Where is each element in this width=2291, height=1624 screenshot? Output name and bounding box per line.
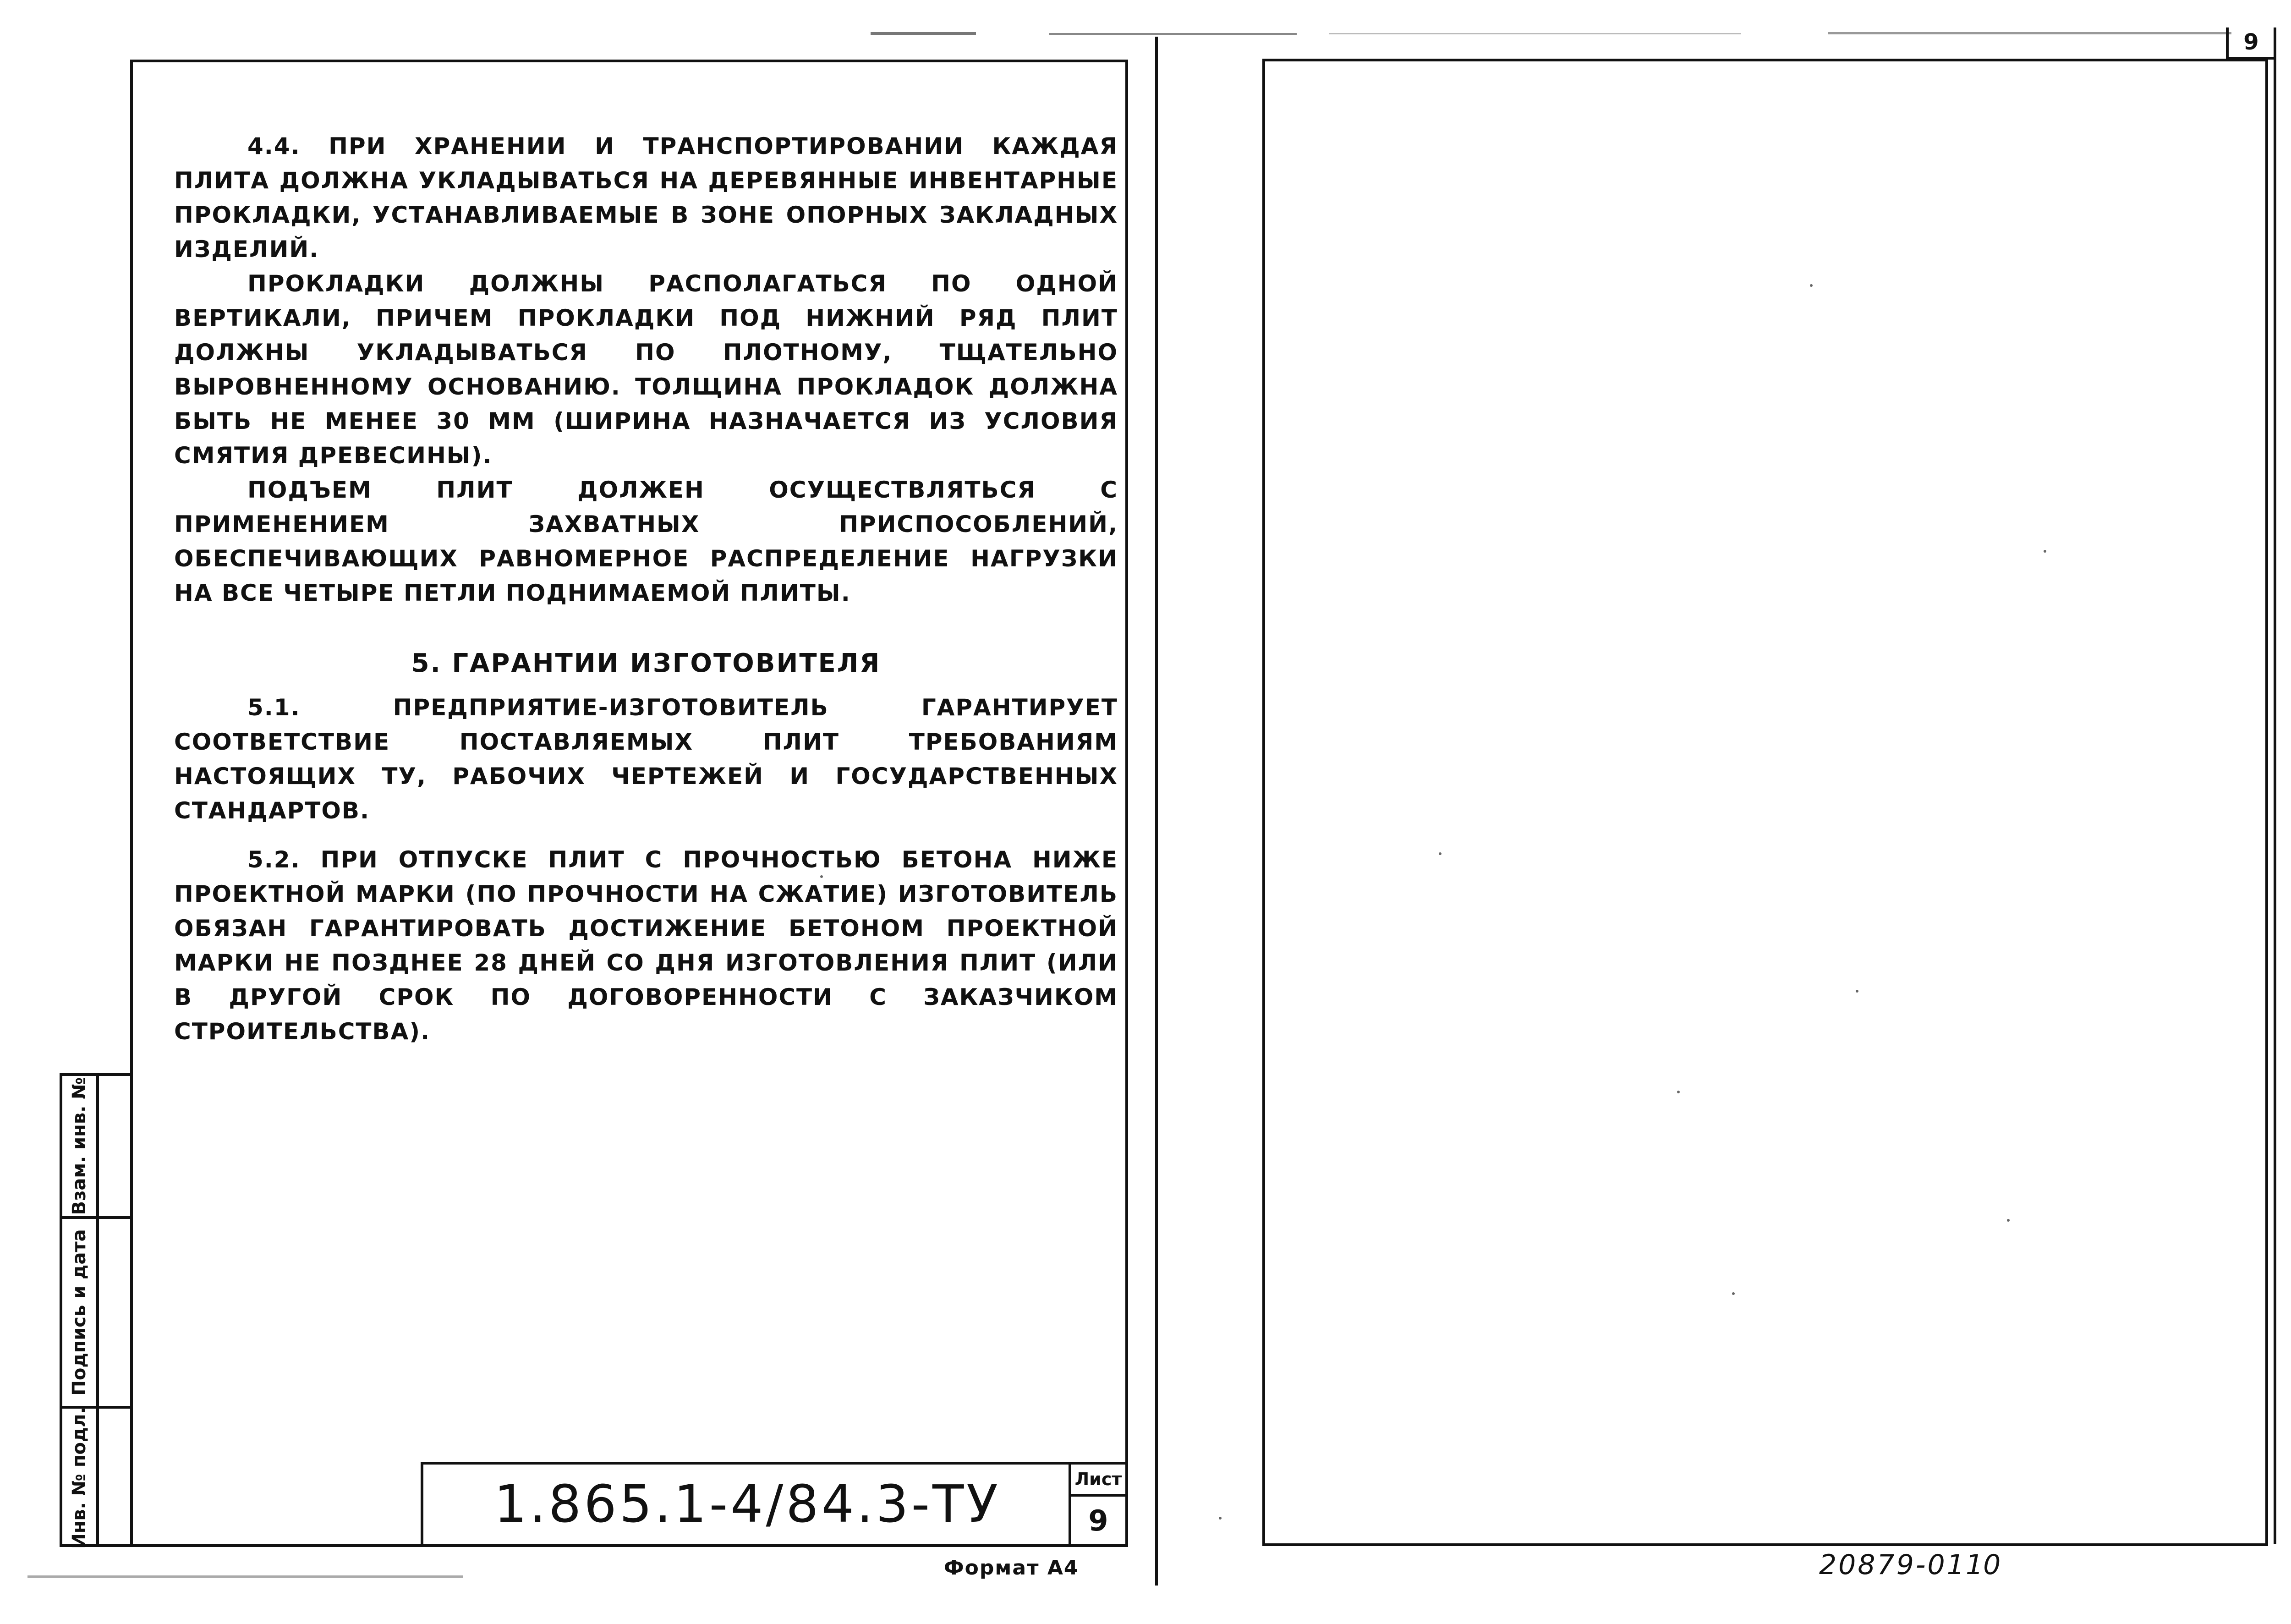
scan-top-edge-mark bbox=[1049, 33, 1297, 35]
side-stamp-cell-inv bbox=[62, 1409, 96, 1547]
scan-speck bbox=[1810, 284, 1813, 287]
scan-speck bbox=[1856, 990, 1858, 993]
scan-speck bbox=[820, 875, 823, 878]
scan-speck bbox=[1732, 1292, 1735, 1295]
right-page-frame bbox=[1262, 59, 2268, 1546]
scan-top-edge-mark bbox=[871, 32, 976, 35]
scan-speck bbox=[2007, 1219, 2010, 1222]
right-page-outer-edge bbox=[2274, 27, 2276, 1544]
paragraph-lifting: ПОДЪЕМ ПЛИТ ДОЛЖЕН ОСУЩЕСТВЛЯТЬСЯ С ПРИМЕНЕНИЕМ ЗАХВАТНЫХ ПРИСПОСОБЛЕНИЙ, ОБЕСПЕЧИВАЮЩИХ РАВНОМЕРНОЕ РАСПРЕДЕЛЕНИЕ НАГРУЗКИ НА ВСЕ ЧЕТЫРЕ ПЕТЛИ ПОДНИМАЕМОЙ ПЛИТЫ. bbox=[174, 477, 1118, 606]
top-sheet-number: 9 bbox=[2243, 29, 2259, 55]
side-stamp bbox=[60, 1073, 133, 1547]
podpis-data-label: Подпись и дата bbox=[69, 1229, 90, 1396]
paragraph-5-2: 5.2. ПРИ ОТПУСКЕ ПЛИТ С ПРОЧНОСТЬЮ БЕТОНА НИЖЕ ПРОЕКТНОЙ МАРКИ (ПО ПРОЧНОСТИ НА СЖАТИЕ) ИЗГОТОВИТЕЛЬ ОБЯЗАН ГАРАНТИРОВАТЬ ДОСТИЖЕНИЕ БЕТОНОМ ПРОЕКТНОЙ МАРКИ НЕ ПОЗДНЕЕ 28 ДНЕЙ СО ДНЯ ИЗГОТОВЛЕНИЯ ПЛИТ (ИЛИ В ДРУГОЙ СРОК ПО ДОГОВОРЕННОСТИ С ЗАКАЗЧИКОМ СТРОИТЕЛЬСТВА). bbox=[174, 846, 1118, 1045]
scan-top-edge-mark bbox=[1828, 32, 2231, 34]
paragraph-spacers: ПРОКЛАДКИ ДОЛЖНЫ РАСПОЛАГАТЬСЯ ПО ОДНОЙ ВЕРТИКАЛИ, ПРИЧЕМ ПРОКЛАДКИ ПОД НИЖНИЙ РЯД ПЛИТ ДОЛЖНЫ УКЛАДЫВАТЬСЯ ПО ПЛОТНОМУ, ТЩАТЕЛЬНО ВЫРОВНЕННОМУ ОСНОВАНИЮ. ТОЛЩИНА ПРОКЛАДОК ДОЛЖНА БЫТЬ НЕ МЕНЕЕ 30 ММ (ШИРИНА НАЗНАЧАЕТСЯ ИЗ УСЛОВИЯ СМЯТИЯ ДРЕВЕСИНЫ). bbox=[174, 270, 1118, 469]
scan-speck bbox=[1219, 1517, 1222, 1520]
side-stamp-cell-podpis bbox=[62, 1219, 96, 1406]
sheet-label: Лист bbox=[1074, 1469, 1122, 1489]
inv-podl-label: Инв. № подл. bbox=[69, 1407, 90, 1549]
side-stamp-divider bbox=[96, 1076, 99, 1547]
sheet-number: 9 bbox=[1088, 1503, 1108, 1537]
scan-bottom-edge-mark bbox=[27, 1575, 463, 1578]
title-block bbox=[421, 1462, 1128, 1547]
scan-top-edge-mark bbox=[1329, 33, 1741, 34]
center-fold-line bbox=[1155, 37, 1158, 1586]
left-page-body bbox=[174, 129, 1118, 1049]
scan-speck bbox=[2044, 550, 2046, 553]
designation: 1.865.1-4/84.3-ТУ bbox=[494, 1475, 1001, 1534]
paragraph-4-4: 4.4. ПРИ ХРАНЕНИИ И ТРАНСПОРТИРОВАНИИ КАЖДАЯ ПЛИТА ДОЛЖНА УКЛАДЫВАТЬСЯ НА ДЕРЕВЯННЫЕ ИНВЕНТАРНЫЕ ПРОКЛАДКИ, УСТАНАВЛИВАЕМЫЕ В ЗОНЕ ОПОРНЫХ ЗАКЛАДНЫХ ИЗДЕЛИЙ. bbox=[174, 133, 1118, 263]
top-sheet-number-box bbox=[2226, 27, 2274, 60]
scan-speck bbox=[1439, 852, 1441, 855]
side-stamp-cell-vzam bbox=[62, 1076, 96, 1216]
vzam-inv-label: Взам. инв. № bbox=[69, 1077, 90, 1215]
paragraph-5-1: 5.1. ПРЕДПРИЯТИЕ-ИЗГОТОВИТЕЛЬ ГАРАНТИРУЕТ СООТВЕТСТВИЕ ПОСТАВЛЯЕМЫХ ПЛИТ ТРЕБОВАНИЯМ НАСТОЯЩИХ ТУ, РАБОЧИХ ЧЕРТЕЖЕЙ И ГОСУДАРСТВЕННЫХ СТАНДАРТОВ. bbox=[174, 694, 1118, 824]
scan-speck bbox=[1677, 1091, 1680, 1093]
format-label: Формат А4 bbox=[944, 1556, 1079, 1580]
page-number: 10 bbox=[1966, 1549, 2001, 1581]
archive-number: 20879-01 bbox=[1819, 1549, 1966, 1581]
section-5-heading: 5. ГАРАНТИИ ИЗГОТОВИТЕЛЯ bbox=[411, 648, 881, 678]
